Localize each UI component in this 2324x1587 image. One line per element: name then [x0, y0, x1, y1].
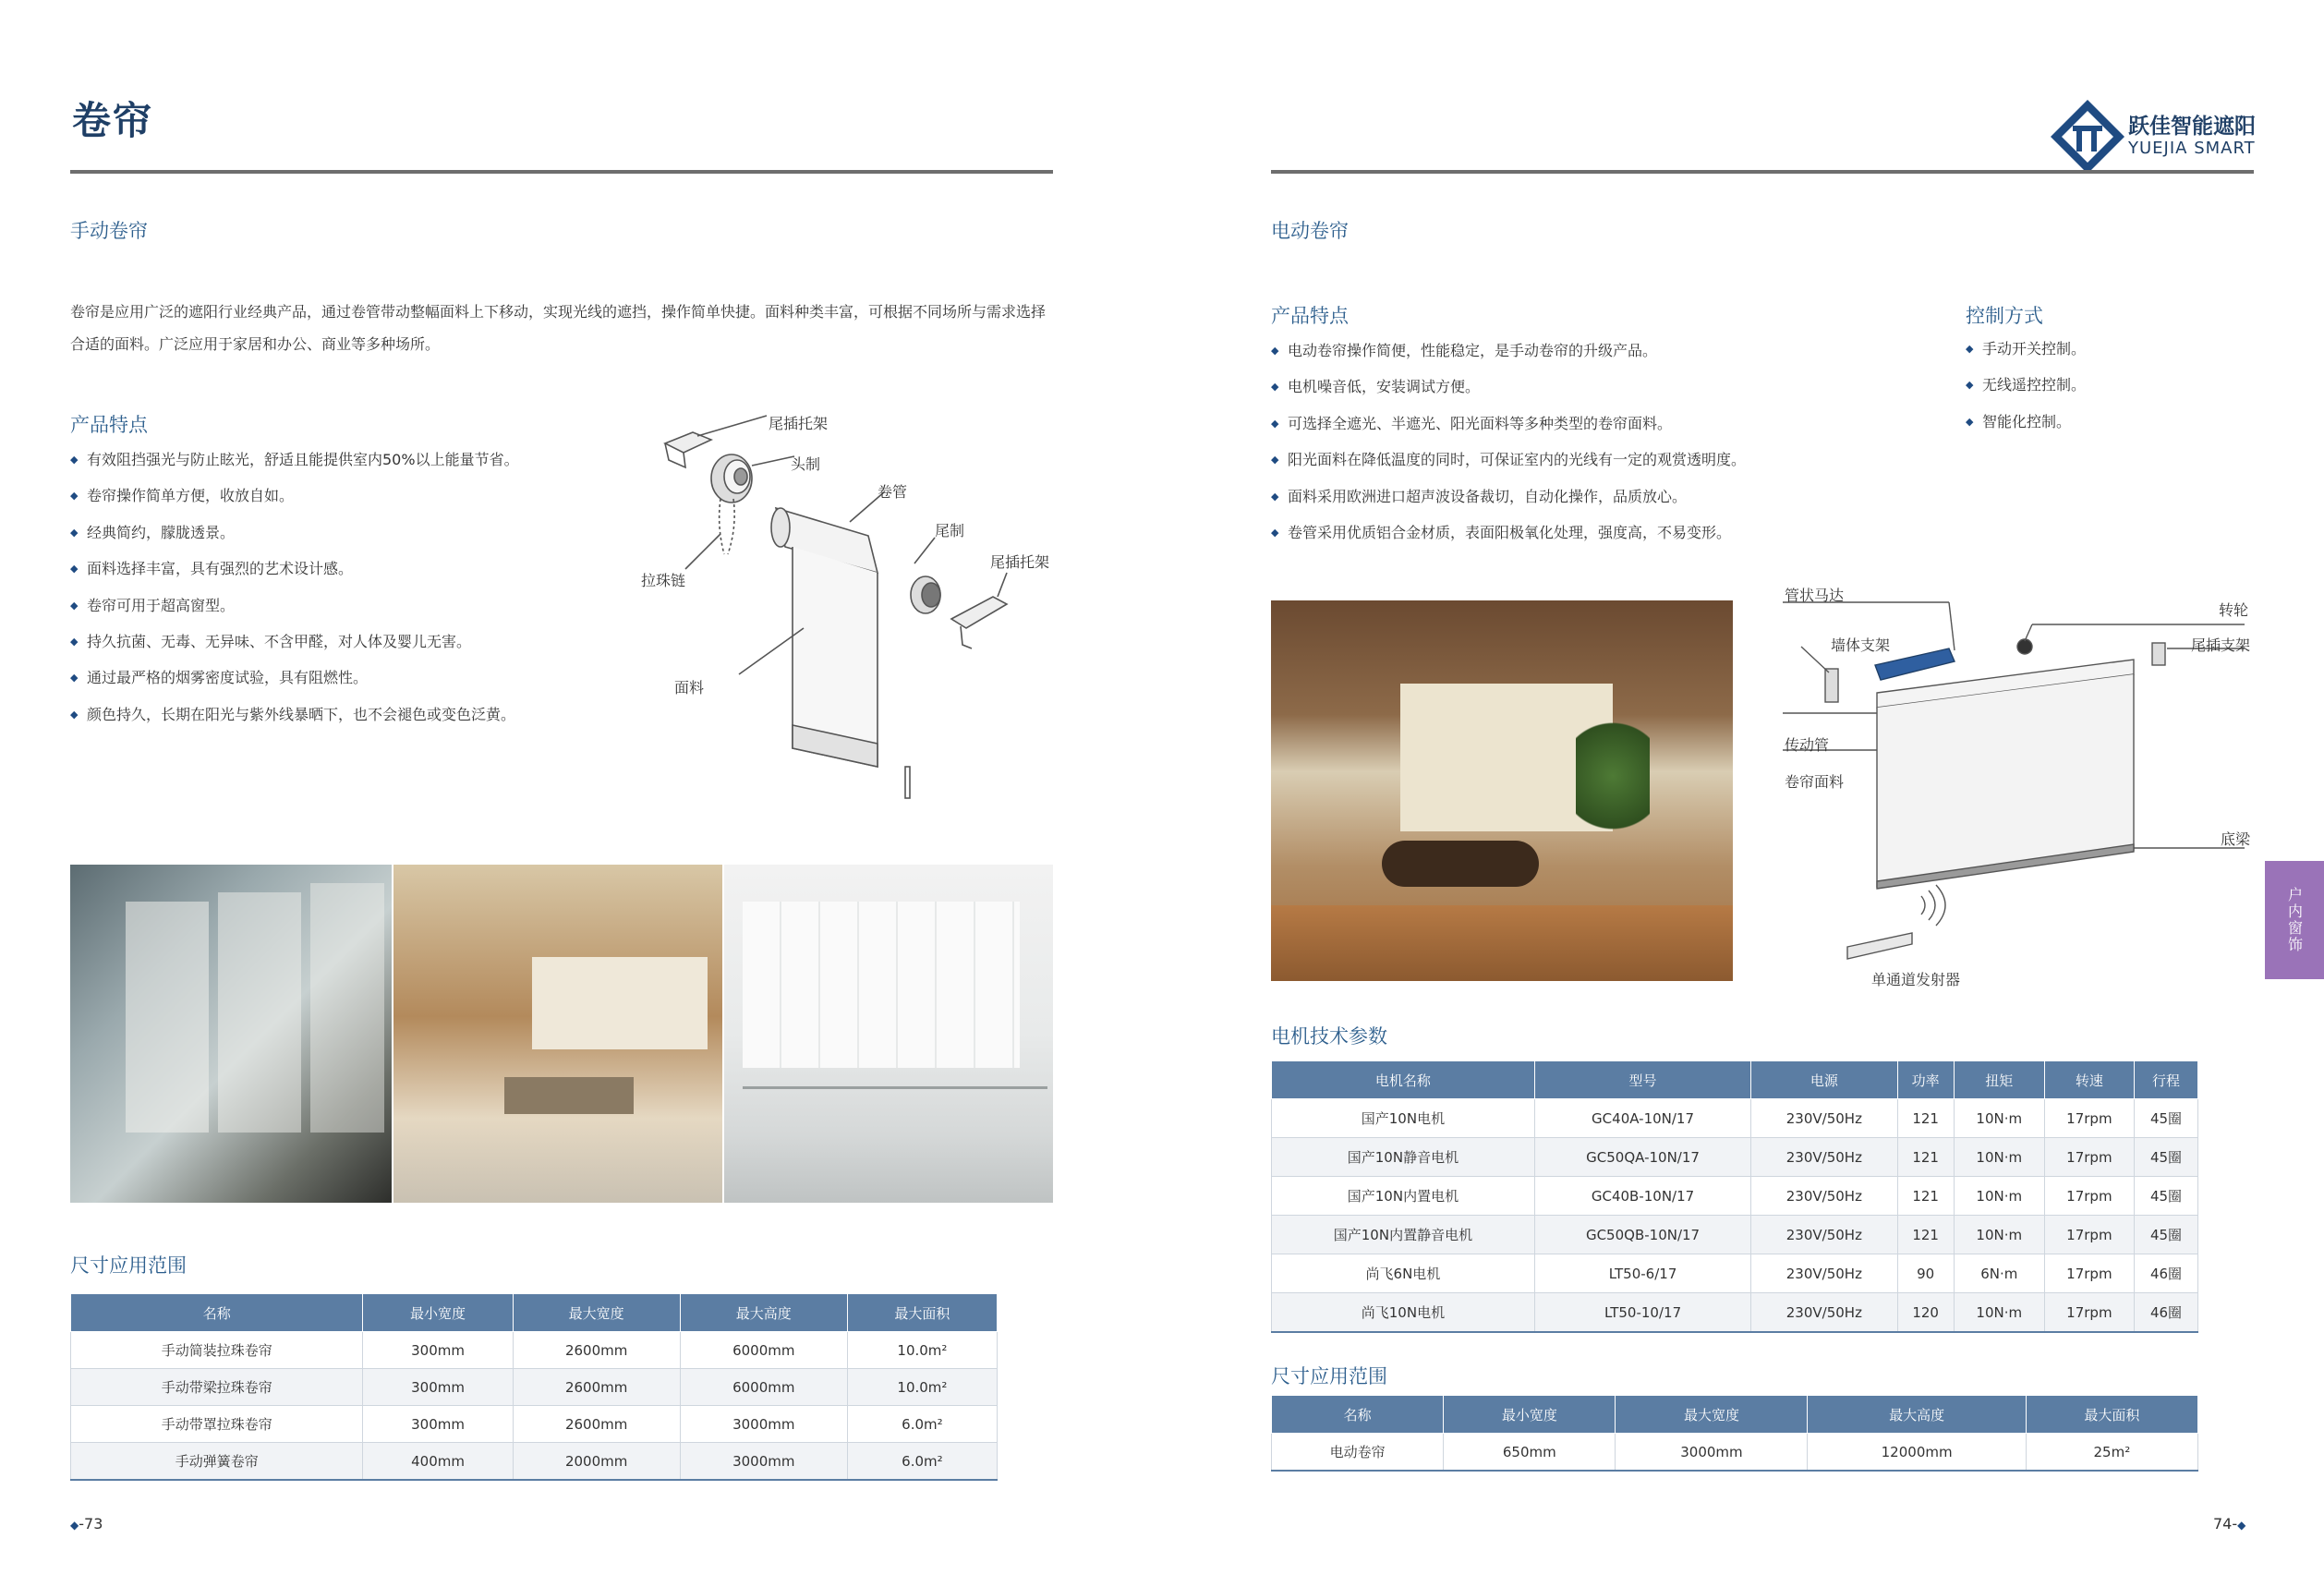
table-cell: 国产10N内置电机 [1272, 1177, 1535, 1216]
diagram-label-wall-bracket: 墙体支架 [1831, 636, 1891, 654]
page-number-left [70, 1515, 103, 1532]
list-item: ◆ 面料采用欧洲进口超声波设备裁切，自动化操作，品质放心。 [1271, 479, 1746, 515]
motor-title: 电机技术参数 [1271, 1025, 1387, 1048]
table-header: 行程 [2135, 1061, 2198, 1099]
table-cell: GC50QB-10N/17 [1534, 1216, 1750, 1254]
table-cell: 6000mm [680, 1369, 847, 1406]
list-item: ◆ 卷管采用优质铝合金材质，表面阳极氧化处理，强度高，不易变形。 [1271, 515, 1746, 551]
list-item: ◆ 阳光面料在降低温度的同时，可保证室内的光线有一定的观赏透明度。 [1271, 442, 1746, 478]
table-cell: 650mm [1444, 1434, 1616, 1472]
table-cell: 10.0m² [847, 1332, 997, 1369]
table-cell: 230V/50Hz [1751, 1216, 1897, 1254]
table-cell: 手动带梁拉珠卷帘 [71, 1369, 363, 1406]
table-cell: 300mm [363, 1332, 513, 1369]
table-cell: 3000mm [680, 1443, 847, 1481]
size-title-right: 尺寸应用范围 [1271, 1365, 1387, 1387]
table-header: 型号 [1534, 1061, 1750, 1099]
manual-blind-diagram [628, 406, 1062, 813]
table-row [71, 1332, 998, 1369]
table-cell: LT50-6/17 [1534, 1254, 1750, 1293]
diagram-label-motor: 管状马达 [1785, 587, 1845, 604]
diagram-label-bead-chain: 拉珠链 [641, 572, 686, 589]
diagram-label-tail-bracket: 尾插支架 [2191, 636, 2251, 654]
list-item: ◆ 电机噪音低，安装调试方便。 [1271, 369, 1746, 405]
table-cell: 2600mm [513, 1406, 680, 1443]
diagram-label-drive-tube: 传动管 [1785, 736, 1830, 754]
table-cell: 12000mm [1808, 1434, 2026, 1472]
table-header: 最大高度 [1808, 1396, 2026, 1434]
diagram-label-fabric: 面料 [674, 679, 705, 697]
table-header: 电机名称 [1272, 1061, 1535, 1099]
motor-table [1271, 1060, 2198, 1333]
table-cell: 17rpm [2044, 1177, 2134, 1216]
photo-office-blinds [393, 865, 722, 1203]
table-header: 扭矩 [1954, 1061, 2044, 1099]
table-cell: LT50-10/17 [1534, 1293, 1750, 1333]
table-row [1272, 1254, 2198, 1293]
table-cell: 121 [1897, 1099, 1954, 1138]
table-row [1272, 1138, 2198, 1177]
table-row [71, 1369, 998, 1406]
table-cell: 46圈 [2135, 1293, 2198, 1333]
diagram-label-transmitter: 单通道发射器 [1871, 971, 1961, 988]
logo-text-cn: 跃佳智能遮阳 [2128, 115, 2256, 139]
table-cell: 17rpm [2044, 1293, 2134, 1333]
intro-paragraph: 卷帘是应用广泛的遮阳行业经典产品，通过卷管带动整幅面料上下移动，实现光线的遮挡，操作简单快捷。面料种类丰富，可根据不同场所与需求选择合适的面料。广泛应用于家居和办公、商业等多种场所。 [70, 303, 1047, 353]
table-row [71, 1443, 998, 1481]
control-list [1966, 331, 2086, 440]
table-header: 电源 [1751, 1061, 1897, 1099]
table-cell: 121 [1897, 1138, 1954, 1177]
table-cell: 230V/50Hz [1751, 1177, 1897, 1216]
table-cell: 6000mm [680, 1332, 847, 1369]
list-item: ◆ 持久抗菌、无毒、无异味、不含甲醛，对人体及婴儿无害。 [70, 624, 519, 660]
size-table-right [1271, 1395, 2198, 1472]
table-cell: 3000mm [1616, 1434, 1808, 1472]
title-divider [70, 170, 1053, 174]
side-category-tab[interactable]: 户内窗饰 [2265, 861, 2324, 979]
logo-text-en: YUEJIA SMART [2128, 139, 2256, 158]
table-cell: 2600mm [513, 1369, 680, 1406]
section-title-electric: 电动卷帘 [1271, 220, 1349, 242]
photo-electric-office [1271, 600, 1733, 981]
table-row [1272, 1099, 2198, 1138]
table-cell: 45圈 [2135, 1216, 2198, 1254]
table-cell: 300mm [363, 1406, 513, 1443]
table-cell: 国产10N内置静音电机 [1272, 1216, 1535, 1254]
list-item: ◆ 颜色持久，长期在阳光与紫外线暴晒下，也不会褪色或变色泛黄。 [70, 697, 519, 733]
table-cell: 手动弹簧卷帘 [71, 1443, 363, 1481]
features-title-left: 产品特点 [70, 414, 148, 436]
table-row [1272, 1434, 2198, 1472]
table-cell: 400mm [363, 1443, 513, 1481]
page-number-text: 74- [2213, 1515, 2238, 1532]
table-cell: GC50QA-10N/17 [1534, 1138, 1750, 1177]
table-row [1272, 1177, 2198, 1216]
table-cell: 17rpm [2044, 1138, 2134, 1177]
size-title-left: 尺寸应用范围 [70, 1254, 187, 1277]
diagram-label-tail-bracket: 尾插托架 [769, 415, 829, 432]
table-header: 最大面积 [2026, 1396, 2197, 1434]
table-cell: 10N·m [1954, 1138, 2044, 1177]
list-item: ◆ 卷帘操作简单方便，收放自如。 [70, 478, 519, 514]
list-item: ◆ 可选择全遮光、半遮光、阳光面料等多种类型的卷帘面料。 [1271, 406, 1746, 442]
table-cell: 10N·m [1954, 1216, 2044, 1254]
list-item: ◆ 智能化控制。 [1966, 404, 2086, 440]
table-cell: 10N·m [1954, 1293, 2044, 1333]
diagram-label-tail: 尾制 [935, 522, 965, 539]
table-cell: 2600mm [513, 1332, 680, 1369]
list-item: ◆ 电动卷帘操作简便，性能稳定，是手动卷帘的升级产品。 [1271, 333, 1746, 369]
table-cell: 121 [1897, 1216, 1954, 1254]
size-table-left [70, 1293, 998, 1481]
list-item: ◆ 经典简约，朦胧透景。 [70, 515, 519, 551]
table-cell: 10N·m [1954, 1177, 2044, 1216]
table-header: 最小宽度 [1444, 1396, 1616, 1434]
table-cell: 120 [1897, 1293, 1954, 1333]
diamond-icon: ◆ [2237, 1519, 2246, 1532]
table-cell: 6.0m² [847, 1406, 997, 1443]
list-item: ◆ 手动开关控制。 [1966, 331, 2086, 367]
control-title: 控制方式 [1966, 305, 2043, 327]
diagram-label-bottom-bar: 底梁 [2221, 830, 2251, 848]
feature-list-right [1271, 333, 1746, 551]
diagram-label-tail-bracket-2: 尾插托架 [990, 553, 1050, 571]
page-title: 卷帘 [72, 98, 154, 143]
table-cell: 45圈 [2135, 1177, 2198, 1216]
list-item: ◆ 通过最严格的烟雾密度试验，具有阻燃性。 [70, 660, 519, 696]
table-cell: GC40A-10N/17 [1534, 1099, 1750, 1138]
table-cell: 46圈 [2135, 1254, 2198, 1293]
list-item: ◆ 面料选择丰富，具有强烈的艺术设计感。 [70, 551, 519, 587]
diamond-icon: ◆ [70, 1519, 79, 1532]
table-header: 最大高度 [680, 1294, 847, 1332]
table-cell: 手动带罩拉珠卷帘 [71, 1406, 363, 1443]
table-cell: 230V/50Hz [1751, 1099, 1897, 1138]
section-title-manual: 手动卷帘 [70, 220, 148, 242]
photo-corridor-blinds [724, 865, 1053, 1203]
table-cell: 3000mm [680, 1406, 847, 1443]
table-cell: 25m² [2026, 1434, 2197, 1472]
table-cell: 17rpm [2044, 1099, 2134, 1138]
table-cell: 17rpm [2044, 1254, 2134, 1293]
table-header: 最大面积 [847, 1294, 997, 1332]
table-cell: 6.0m² [847, 1443, 997, 1481]
diagram-label-fabric: 卷帘面料 [1785, 773, 1845, 791]
table-cell: 10.0m² [847, 1369, 997, 1406]
photo-lobby-blinds [70, 865, 392, 1203]
table-cell: 2000mm [513, 1443, 680, 1481]
diagram-label-head: 头制 [791, 455, 821, 473]
table-header: 名称 [1272, 1396, 1444, 1434]
features-title-right: 产品特点 [1271, 305, 1349, 327]
title-divider-right [1271, 170, 2254, 174]
table-cell: 230V/50Hz [1751, 1293, 1897, 1333]
table-cell: 国产10N电机 [1272, 1099, 1535, 1138]
list-item: ◆ 无线遥控控制。 [1966, 367, 2086, 403]
table-cell: 121 [1897, 1177, 1954, 1216]
table-cell: 手动简装拉珠卷帘 [71, 1332, 363, 1369]
table-cell: 10N·m [1954, 1099, 2044, 1138]
table-cell: 300mm [363, 1369, 513, 1406]
table-header: 最大宽度 [1616, 1396, 1808, 1434]
table-cell: 45圈 [2135, 1138, 2198, 1177]
yuejia-logo-icon [2049, 98, 2126, 176]
diagram-label-tube: 卷管 [878, 483, 908, 501]
table-cell: 国产10N静音电机 [1272, 1138, 1535, 1177]
page-number-text: -73 [79, 1515, 103, 1532]
table-cell: 90 [1897, 1254, 1954, 1293]
list-item: ◆ 有效阻挡强光与防止眩光，舒适且能提供室内50%以上能量节省。 [70, 442, 519, 478]
table-cell: 45圈 [2135, 1099, 2198, 1138]
table-cell: 6N·m [1954, 1254, 2044, 1293]
diagram-label-wheel: 转轮 [2219, 601, 2249, 619]
table-row [1272, 1293, 2198, 1333]
page-number-right [2213, 1515, 2245, 1532]
table-row [1272, 1216, 2198, 1254]
table-cell: 230V/50Hz [1751, 1138, 1897, 1177]
table-cell: GC40B-10N/17 [1534, 1177, 1750, 1216]
table-cell: 尚飞10N电机 [1272, 1293, 1535, 1333]
table-cell: 17rpm [2044, 1216, 2134, 1254]
table-row [71, 1406, 998, 1443]
table-header: 功率 [1897, 1061, 1954, 1099]
table-header: 最小宽度 [363, 1294, 513, 1332]
table-cell: 尚飞6N电机 [1272, 1254, 1535, 1293]
table-cell: 电动卷帘 [1272, 1434, 1444, 1472]
table-header: 名称 [71, 1294, 363, 1332]
feature-list-left [70, 442, 519, 733]
table-cell: 230V/50Hz [1751, 1254, 1897, 1293]
table-header: 最大宽度 [513, 1294, 680, 1332]
list-item: ◆ 卷帘可用于超高窗型。 [70, 588, 519, 624]
table-header: 转速 [2044, 1061, 2134, 1099]
